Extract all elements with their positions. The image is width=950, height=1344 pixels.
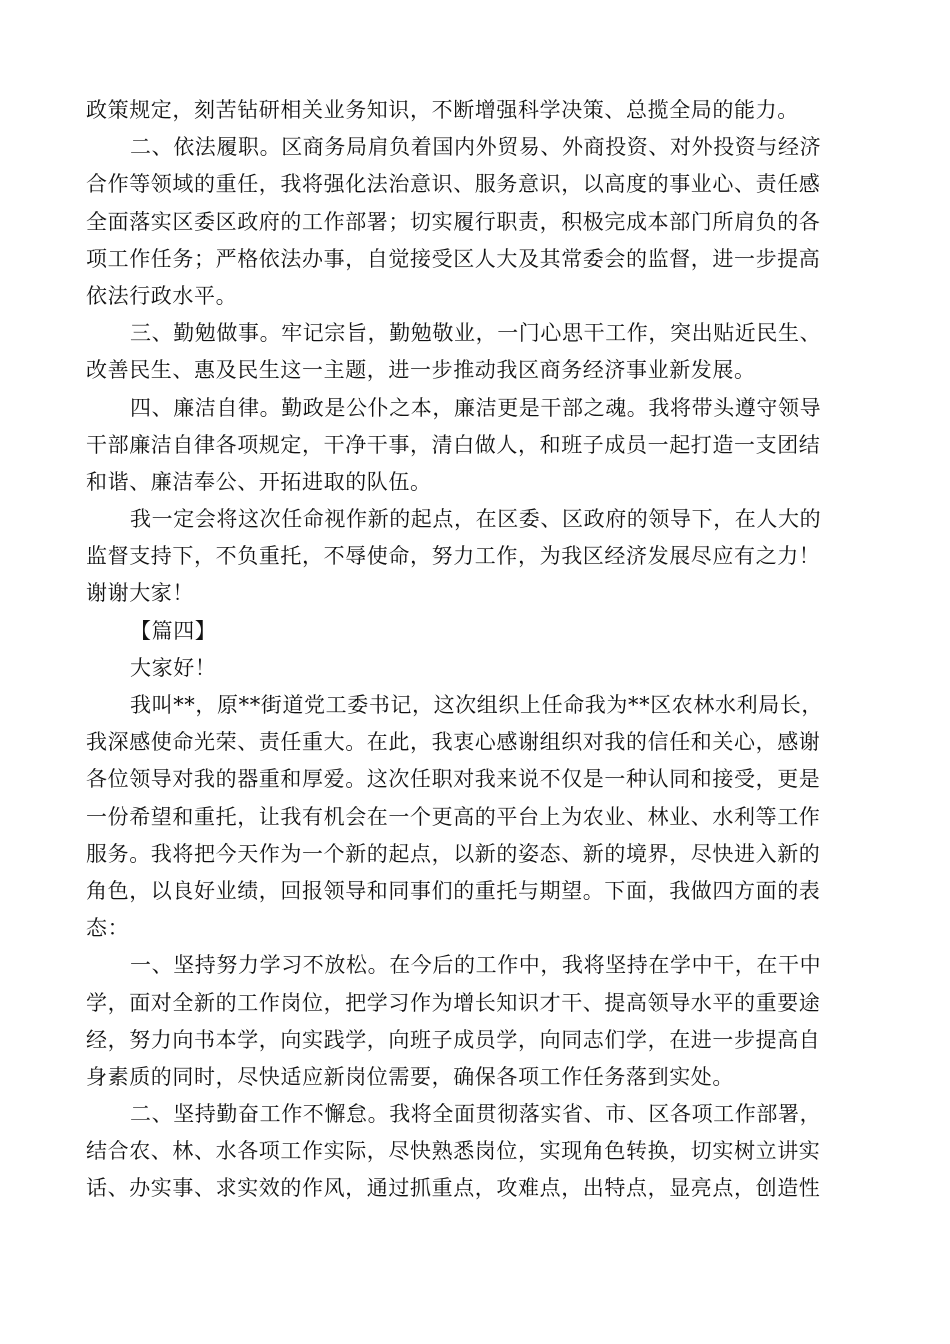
text-line: 谢谢大家！ [86, 581, 194, 606]
text-line: 改善民生、惠及民生这一主题，进一步推动我区商务经济事业新发展。 [86, 358, 756, 383]
paragraph-start-line: 二、依法履职。区商务局肩负着国内外贸易、外商投资、对外投资与经济 [130, 135, 822, 160]
text-line: 结合农、林、水各项工作实际，尽快熟悉岗位，实现角色转换，切实树立讲实 [86, 1139, 821, 1164]
section-heading: 【篇四】 [130, 618, 217, 643]
paragraph-start-line: 四、廉洁自律。勤政是公仆之本，廉洁更是干部之魂。我将带头遵守领导 [130, 395, 822, 420]
text-line: 和谐、廉洁奉公、开拓进取的队伍。 [86, 469, 432, 494]
text-line: 合作等领域的重任，我将强化法治意识、服务意识，以高度的事业心、责任感 [86, 172, 821, 197]
text-line: 一份希望和重托，让我有机会在一个更高的平台上为农业、林业、水利等工作 [86, 804, 821, 829]
paragraph-start-line: 我一定会将这次任命视作新的起点，在区委、区政府的领导下，在人大的 [130, 507, 822, 532]
text-line: 监督支持下，不负重托，不辱使命，努力工作，为我区经济发展尽应有之力！ [86, 544, 821, 569]
text-line: 我深感使命光荣、责任重大。在此，我衷心感谢组织对我的信任和关心，感谢 [86, 730, 821, 755]
text-line: 政策规定，刻苦钻研相关业务知识，不断增强科学决策、总揽全局的能力。 [86, 98, 799, 122]
paragraph-start-line: 一、坚持努力学习不放松。在今后的工作中，我将坚持在学中干，在干中 [130, 953, 822, 978]
text-line: 身素质的同时，尽快适应新岗位需要，确保各项工作任务落到实处。 [86, 1064, 734, 1089]
text-line: 服务。我将把今天作为一个新的起点，以新的姿态、新的境界，尽快进入新的 [86, 841, 821, 866]
text-line: 学，面对全新的工作岗位，把学习作为增长知识才干、提高领导水平的重要途 [86, 990, 821, 1015]
text-line: 全面落实区委区政府的工作部署；切实履行职责，积极完成本部门所肩负的各 [86, 209, 821, 234]
text-line: 干部廉洁自律各项规定，干净干事，清白做人，和班子成员一起打造一支团结 [86, 432, 821, 457]
text-line: 依法行政水平。 [86, 283, 238, 308]
paragraph-start-line: 二、坚持勤奋工作不懈怠。我将全面贯彻落实省、市、区各项工作部署， [130, 1102, 822, 1127]
paragraph-start-line: 三、勤勉做事。牢记宗旨，勤勉敬业，一门心思干工作，突出贴近民生、 [130, 321, 822, 346]
text-line: 各位领导对我的器重和厚爱。这次任职对我来说不仅是一种认同和接受，更是 [86, 767, 821, 792]
text-line: 经，努力向书本学，向实践学，向班子成员学，向同志们学，在进一步提高自 [86, 1027, 821, 1052]
text-line: 话、办实事、求实效的作风，通过抓重点，攻难点，出特点，显亮点，创造性 [86, 1176, 821, 1201]
text-line: 项工作任务；严格依法办事，自觉接受区人大及其常委会的监督，进一步提高 [86, 246, 821, 271]
greeting-line: 大家好！ [130, 655, 217, 680]
text-line: 态： [86, 916, 130, 941]
paragraph-start-line: 我叫**，原**街道党工委书记，这次组织上任命我为**区农林水利局长， [130, 693, 823, 717]
text-line: 角色，以良好业绩，回报领导和同事们的重托与期望。下面，我做四方面的表 [86, 878, 821, 903]
